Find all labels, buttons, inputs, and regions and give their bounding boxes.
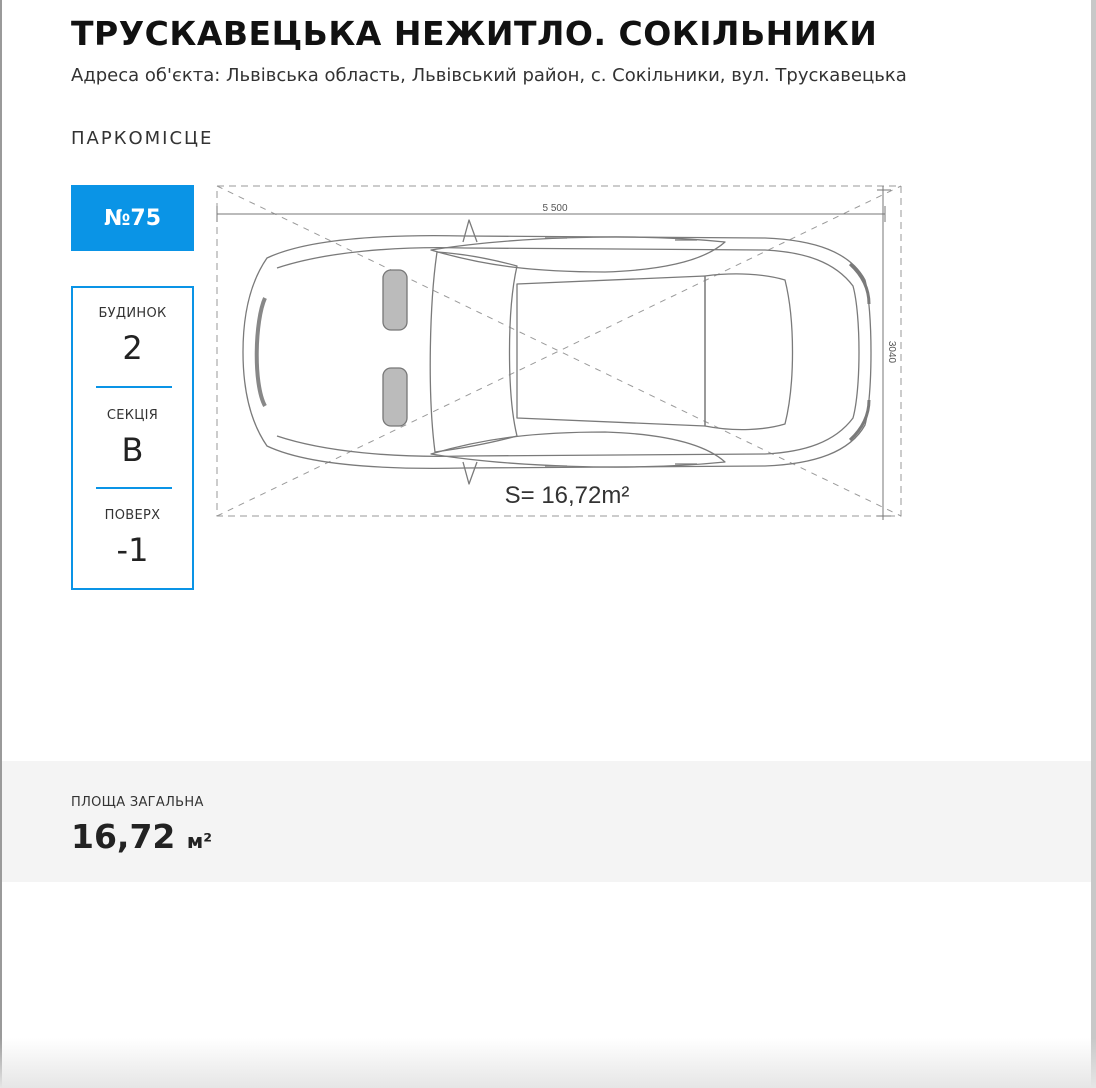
info-floor-value: -1: [116, 531, 149, 569]
info-building: [73, 306, 192, 367]
section-label: ПАРКОМІСЦЕ: [71, 128, 214, 149]
parking-spot-number-badge: №75: [71, 185, 194, 251]
page-title: ТРУСКАВЕЦЬКА НЕЖИТЛО. СОКІЛЬНИКИ: [71, 14, 878, 53]
total-area-unit: м²: [186, 829, 212, 853]
info-section-label: СЕКЦІЯ: [106, 408, 159, 423]
info-floor-label: ПОВЕРХ: [104, 508, 161, 523]
object-address: Адреса об'єкта: Львівська область, Львівський район, с. Сокільники, вул. Трускавецька: [71, 65, 907, 86]
width-dimension-label: 5 500: [542, 203, 568, 214]
info-section-value: В: [121, 431, 144, 469]
plan-area-label: S= 16,72m²: [504, 482, 630, 509]
info-section: [73, 408, 192, 469]
info-building-label: БУДИНОК: [98, 306, 167, 321]
window-right-edge: [1091, 0, 1096, 1088]
info-divider: [96, 386, 172, 388]
parking-spot-plan-drawing: [205, 180, 915, 530]
info-floor: [73, 508, 192, 569]
total-area-value-line: [71, 817, 212, 856]
spot-info-panel: [71, 286, 194, 590]
bottom-fade: [0, 1038, 1096, 1088]
total-area-label: ПЛОЩА ЗАГАЛЬНА: [71, 795, 204, 810]
height-dimension-label: 3040: [886, 340, 897, 364]
info-building-value: 2: [122, 329, 143, 367]
total-area-panel: [2, 761, 1091, 882]
window-left-edge: [0, 0, 2, 1088]
info-divider: [96, 487, 172, 489]
total-area-value: 16,72: [71, 817, 176, 856]
